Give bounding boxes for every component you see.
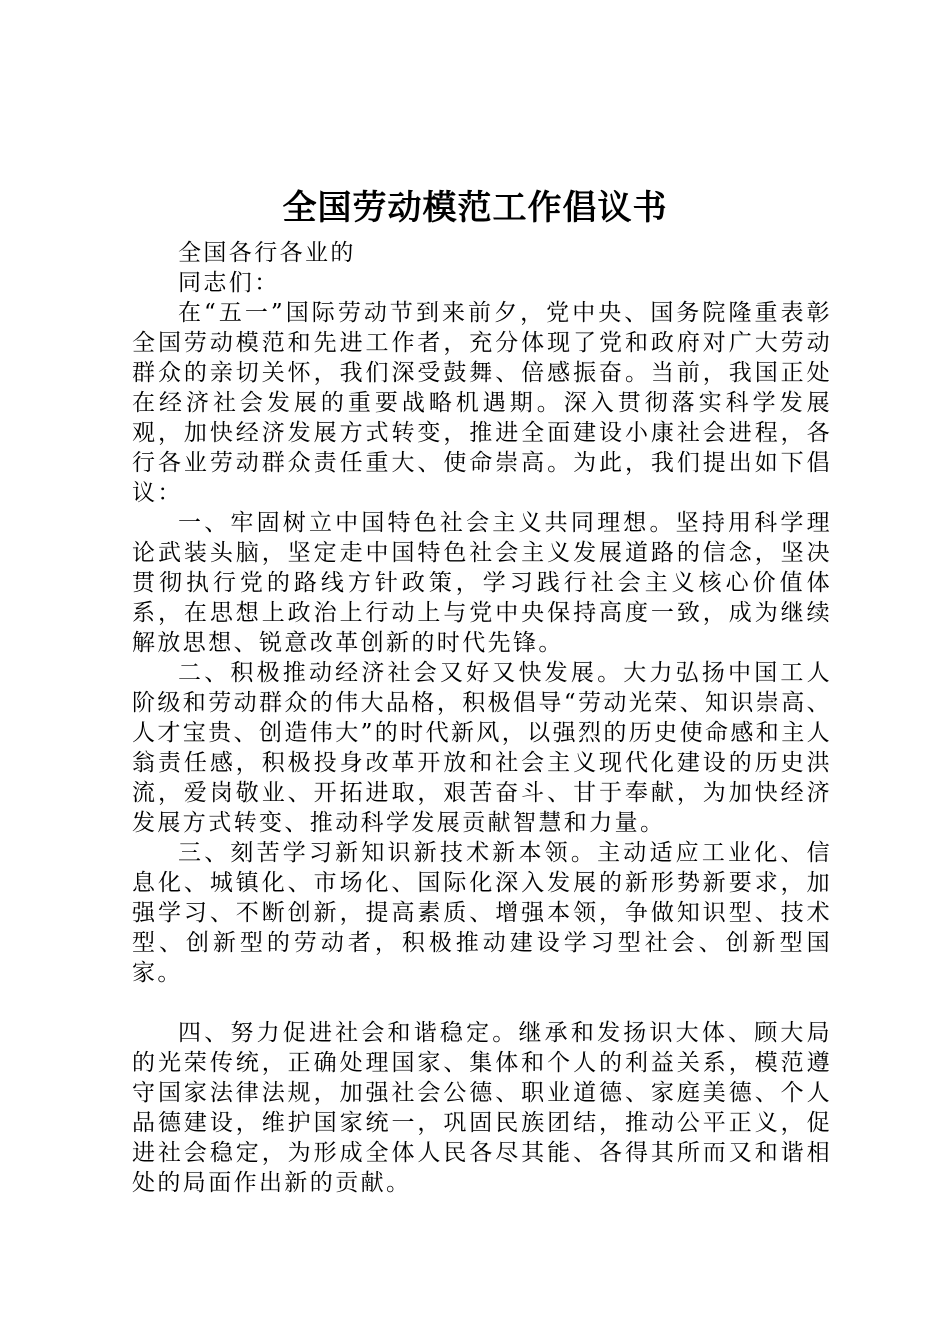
salutation-line-2: 同志们： bbox=[178, 270, 280, 296]
paragraph-point-1: 一、牢固树立中国特色社会主义共同理想。坚持用科学理论武装头脑，坚定走中国特色社会主义发展道路的信念，坚决贯彻执行党的路线方针政策，学习践行社会主义核心价值体系，在思想上政治上行动上与党中央保持高度一致，成为继续解放思想、锐意改革创新的时代先锋。 bbox=[132, 510, 832, 656]
paragraph-point-2: 二、积极推动经济社会又好又快发展。大力弘扬中国工人阶级和劳动群众的伟大品格，积极倡导“劳动光荣、知识崇高、人才宝贵、创造伟大”的时代新风，以强烈的历史使命感和主人翁责任感，积极投身改革开放和社会主义现代化建设的历史洪流，爱岗敬业、开拓进取，艰苦奋斗、甘于奉献，为加快经济发展方式转变、推动科学发展贡献智慧和力量。 bbox=[132, 660, 832, 836]
salutation-line-1: 全国各行各业的 bbox=[178, 240, 356, 266]
paragraph-point-3: 三、刻苦学习新知识新技术新本领。主动适应工业化、信息化、城镇化、市场化、国际化深入发展的新形势新要求，加强学习、不断创新，提高素质、增强本领，争做知识型、技术型、创新型的劳动者，积极推动建设学习型社会、创新型国家。 bbox=[132, 840, 832, 986]
document-title: 全国劳动模范工作倡议书 bbox=[282, 188, 668, 228]
document-body bbox=[132, 238, 832, 1198]
paragraph-intro: 在“五一”国际劳动节到来前夕，党中央、国务院隆重表彰全国劳动模范和先进工作者，充分体现了党和政府对广大劳动群众的亲切关怀，我们深受鼓舞、倍感振奋。当前，我国正处在经济社会发展的重要战略机遇期。深入贯彻落实科学发展观，加快经济发展方式转变，推进全面建设小康社会进程，各行各业劳动群众责任重大、使命崇高。为此，我们提出如下倡议： bbox=[132, 300, 832, 506]
paragraph-point-4: 四、努力促进社会和谐稳定。继承和发扬识大体、顾大局的光荣传统，正确处理国家、集体和个人的利益关系，模范遵守国家法律法规，加强社会公德、职业道德、家庭美德、个人品德建设，维护国家统一，巩固民族团结，推动公平正义，促进社会稳定，为形成全体人民各尽其能、各得其所而又和谐相处的局面作出新的贡献。 bbox=[132, 1020, 832, 1196]
